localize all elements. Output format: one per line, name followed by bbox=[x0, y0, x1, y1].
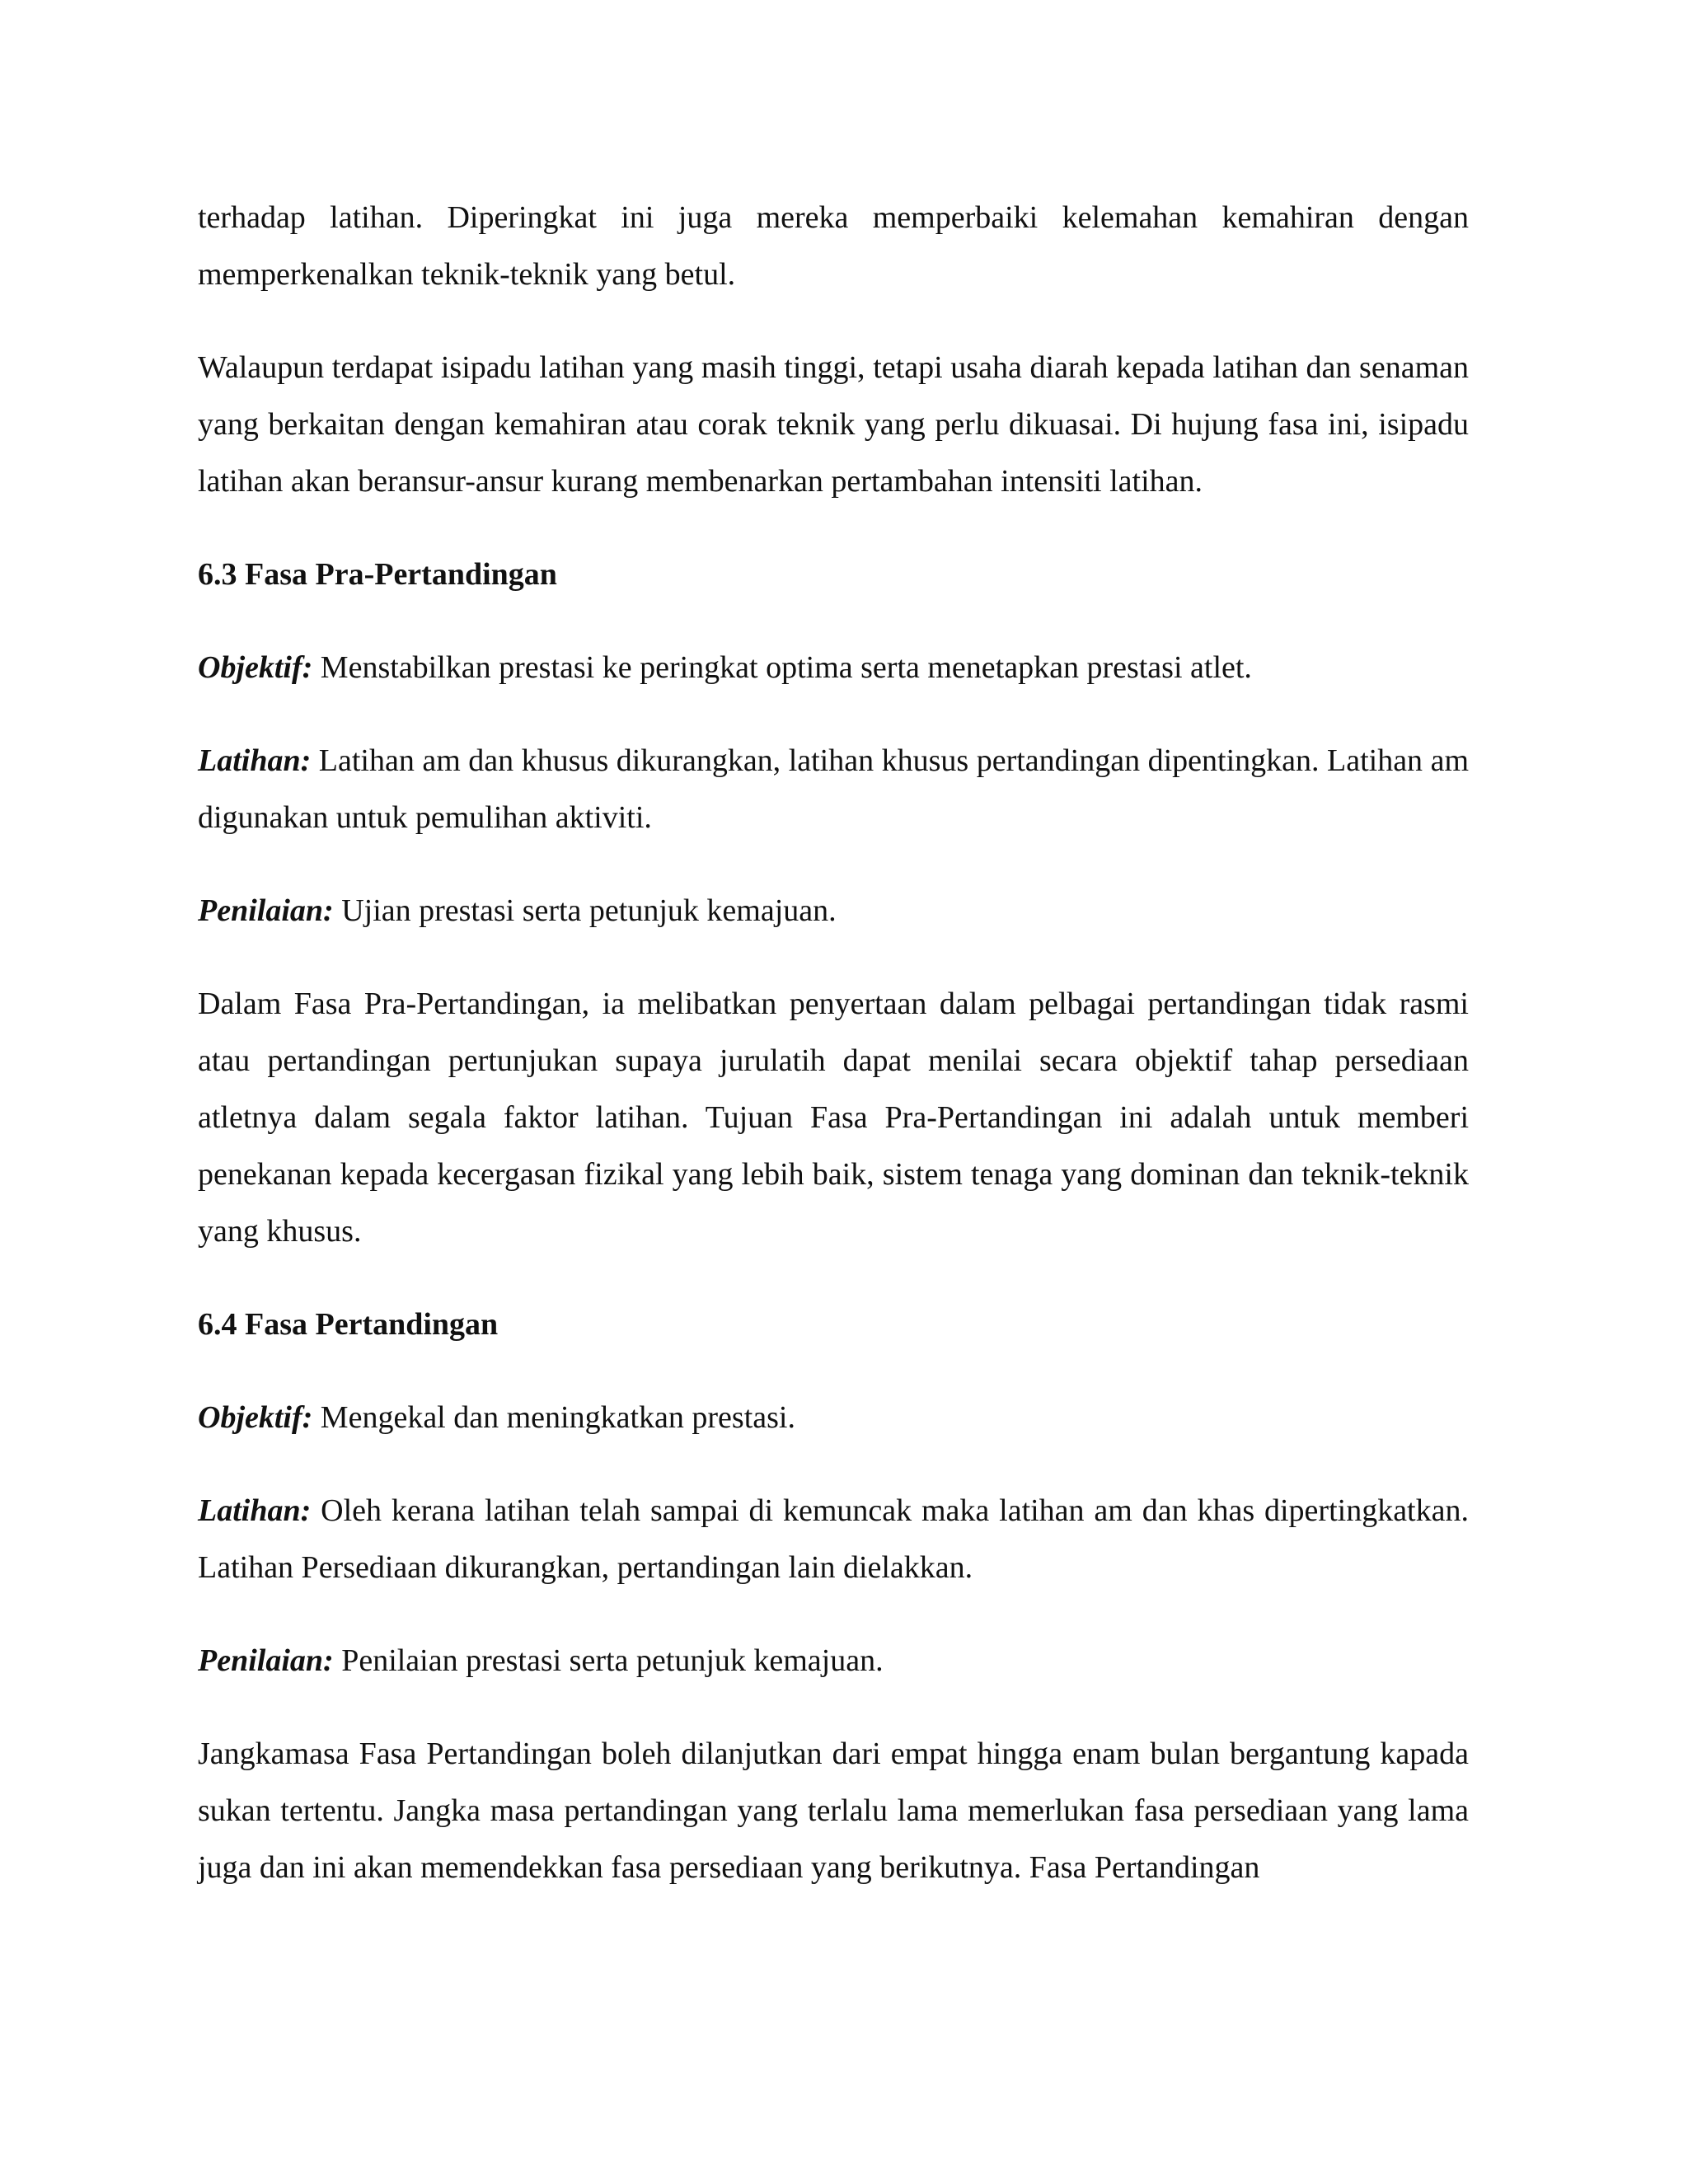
paragraph-intro: terhadap latihan. Diperingkat ini juga mereka memperbaiki kelemahan kemahiran dengan memperkenalkan teknik-teknik yang betul. bbox=[198, 200, 1469, 292]
latihan-label: Latihan: bbox=[198, 1493, 312, 1528]
objektif-text: Mengekal dan meningkatkan prestasi. bbox=[312, 1400, 795, 1435]
latihan-text: Oleh kerana latihan telah sampai di kemuncak maka latihan am dan khas dipertingkatkan. Latihan Persediaan dikurangkan, pertandingan lain dielakkan. bbox=[198, 1493, 1469, 1585]
latihan-paragraph-6-4 bbox=[198, 1483, 1469, 1596]
penilaian-paragraph-6-4 bbox=[198, 1633, 1469, 1690]
latihan-label: Latihan: bbox=[198, 743, 312, 778]
objektif-label: Objektif: bbox=[198, 1400, 313, 1435]
penilaian-paragraph-6-3 bbox=[198, 883, 1469, 940]
body-paragraph-6-3: Dalam Fasa Pra-Pertandingan, ia melibatkan penyertaan dalam pelbagai pertandingan tidak rasmi atau pertandingan pertunjukan supaya jurulatih dapat menilai secara objektif tahap persediaan atletnya dalam segala faktor latihan. Tujuan Fasa Pra-Pertandingan ini adalah untuk memberi penekanan kepada kecergasan fizikal yang lebih baik, sistem tenaga yang dominan dan teknik-teknik yang khusus. bbox=[198, 987, 1469, 1249]
penilaian-label: Penilaian: bbox=[198, 1643, 334, 1678]
penilaian-text: Penilaian prestasi serta petunjuk kemajuan. bbox=[333, 1643, 884, 1678]
objektif-label: Objektif: bbox=[198, 650, 313, 685]
objektif-paragraph-6-4 bbox=[198, 1390, 1469, 1446]
latihan-paragraph-6-3 bbox=[198, 733, 1469, 846]
latihan-text: Latihan am dan khusus dikurangkan, latihan khusus pertandingan dipentingkan. Latihan am digunakan untuk pemulihan aktiviti. bbox=[198, 743, 1469, 835]
objektif-text: Menstabilkan prestasi ke peringkat optima serta menetapkan prestasi atlet. bbox=[312, 650, 1252, 685]
body-paragraph-6-4: Jangkamasa Fasa Pertandingan boleh dilanjutkan dari empat hingga enam bulan bergantung kapada sukan tertentu. Jangka masa pertandingan yang terlalu lama memerlukan fasa persediaan yang lama juga dan ini akan memendekkan fasa persediaan yang berikutnya. Fasa Pertandingan bbox=[198, 1736, 1469, 1885]
section-heading-6-4: 6.4 Fasa Pertandingan bbox=[198, 1307, 499, 1342]
penilaian-text: Ujian prestasi serta petunjuk kemajuan. bbox=[333, 893, 837, 928]
paragraph-isipadu: Walaupun terdapat isipadu latihan yang masih tinggi, tetapi usaha diarah kepada latihan dan senaman yang berkaitan dengan kemahiran atau corak teknik yang perlu dikuasai. Di hujung fasa ini, isipadu latihan akan beransur-ansur kurang membenarkan pertambahan intensiti latihan. bbox=[198, 350, 1469, 499]
document-page bbox=[198, 190, 1469, 1896]
objektif-paragraph-6-3 bbox=[198, 640, 1469, 696]
penilaian-label: Penilaian: bbox=[198, 893, 334, 928]
section-heading-6-3: 6.3 Fasa Pra-Pertandingan bbox=[198, 557, 557, 592]
